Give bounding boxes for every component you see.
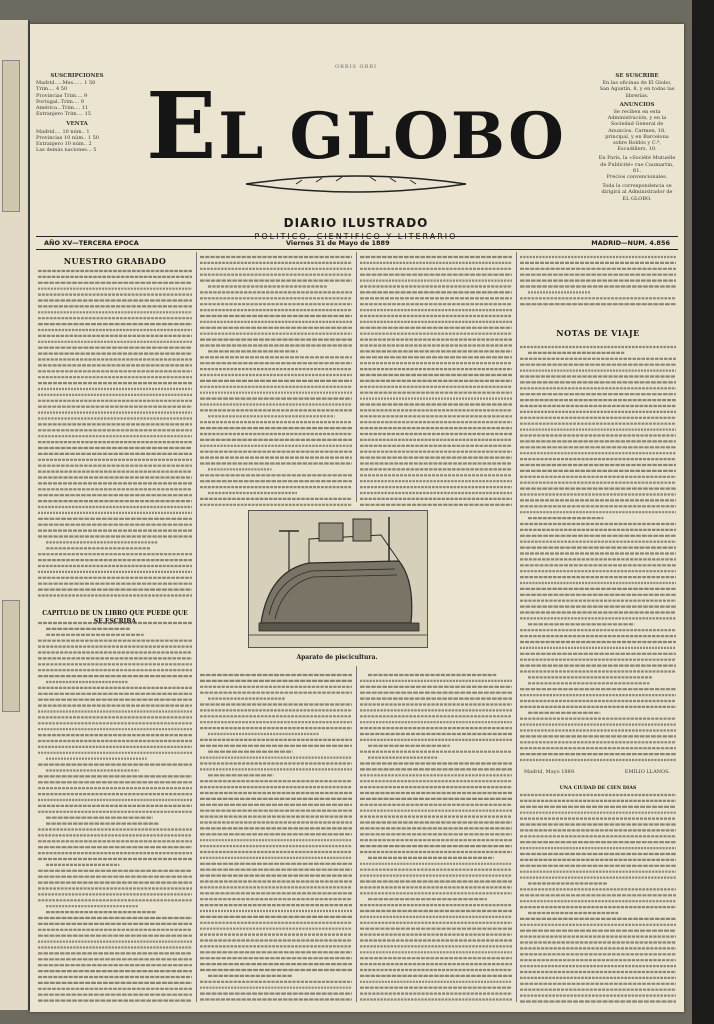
subscription-box [36, 72, 118, 153]
subscription-row: Provincias Trim.... 9 [36, 92, 88, 99]
subscription-row: Trim.... 4 50 [36, 86, 68, 93]
suscribe-line: San Agustín, 8, y en todas las [599, 86, 675, 93]
paris-line: Precios convencionales. [606, 174, 668, 181]
column-2 [200, 254, 352, 506]
anuncios-heading: ANUNCIOS [619, 101, 655, 108]
paris-line: En París, la «Société Mutuelle de Publicité» rue Caumartin, 61. [598, 155, 676, 174]
article-title-notas: NOTAS DE VIAJE [556, 328, 640, 338]
paris-line: Toda la correspondencia se dirigirá al Administrador de EL GLOBO. [601, 183, 673, 202]
logo-rest: L GLOBO [218, 99, 566, 174]
article-title-capitulo: CAPITULO DE UN LIBRO QUE PUEDE QUE SE ESCRIBA [42, 610, 188, 625]
text-block [360, 254, 512, 506]
column-3 [360, 254, 512, 506]
column-4 [520, 254, 676, 1006]
venta-row: Provincias 10 núm.. 1 50 [36, 134, 99, 141]
binding-edge [692, 0, 714, 1024]
venta-heading: VENTA [66, 121, 88, 128]
anuncio-line: Se reciben en esta Administración, y en la Sociedad General de Anuncios, Carmen, 18, [607, 109, 667, 134]
text-block [360, 672, 512, 1004]
venta-row: Extranjero 10 núm.. 2 [36, 141, 92, 148]
piscicultura-engraving [248, 510, 428, 648]
text-block [520, 254, 676, 310]
subscription-heading: SUSCRIPCIONES [50, 73, 104, 79]
article-author: EMILIO LLANOS. [624, 769, 670, 775]
text-block [200, 672, 352, 1004]
fish-hatching-apparatus-icon [249, 511, 427, 647]
venta-row: Las demás naciones... 5 [36, 147, 97, 154]
anuncio-line: principal, y en Barcelona sobre Roldós y C.ª, Escudillers, 10. [605, 133, 669, 153]
column-3-lower [360, 672, 512, 1004]
venta-row: Madrid.... 10 núm.. 1 [36, 128, 90, 135]
article-dateline: Madrid, Mayo 1889. [524, 769, 576, 775]
suscribe-heading: SE SUSCRIBE [615, 73, 659, 79]
column-1 [38, 254, 192, 1006]
masthead [116, 64, 596, 241]
text-block [520, 344, 676, 764]
article-title-grabado: NUESTRO GRABADO [63, 256, 167, 266]
suscribe-line: En las oficinas de El Globo, [602, 80, 672, 87]
text-block [200, 254, 352, 506]
previous-page-edge [0, 20, 30, 1010]
column-rule [356, 666, 357, 1002]
subscription-row: América...Trim.... 11 [36, 105, 89, 112]
masthead-motto: ORBIS ORBI [334, 64, 378, 70]
column-rule [196, 252, 197, 1002]
suscribe-line: librerías. [625, 92, 649, 99]
column-rule [516, 252, 517, 1002]
suscribe-box [598, 72, 676, 202]
text-block [38, 268, 192, 598]
subscription-row: Extranjero Trim.... 15 [36, 111, 91, 118]
column-2-lower [200, 672, 352, 1004]
subscription-row: Portugal..Trim.... 9 [36, 98, 84, 105]
masthead-subsubtitle: POLITICO, CIENTIFICO Y LITERARIO [254, 232, 458, 241]
dateline-number: MADRID—NUM. 4.856 [591, 239, 670, 247]
logo-initial: E [146, 72, 219, 180]
column-rule [356, 252, 357, 502]
text-block [38, 620, 192, 1006]
subscription-row: Madrid.....Mes...... 1 50 [36, 80, 96, 87]
dateline-bar [36, 236, 678, 250]
article-title-ciudad: UNA CIUDAD DE CIEN DIAS [559, 785, 637, 791]
newspaper-page [30, 24, 684, 1012]
dateline-date: Viernes 31 de Mayo de 1889 [286, 239, 390, 247]
dateline-edition: AÑO XV—TERCERA EPOCA [44, 239, 139, 247]
figure-caption: Aparato de piscicultura. [296, 654, 378, 661]
text-block [520, 792, 676, 1006]
wheat-ornament-icon [236, 174, 476, 194]
newspaper-logo [116, 72, 596, 185]
masthead-subtitle: DIARIO ILUSTRADO [283, 216, 429, 230]
